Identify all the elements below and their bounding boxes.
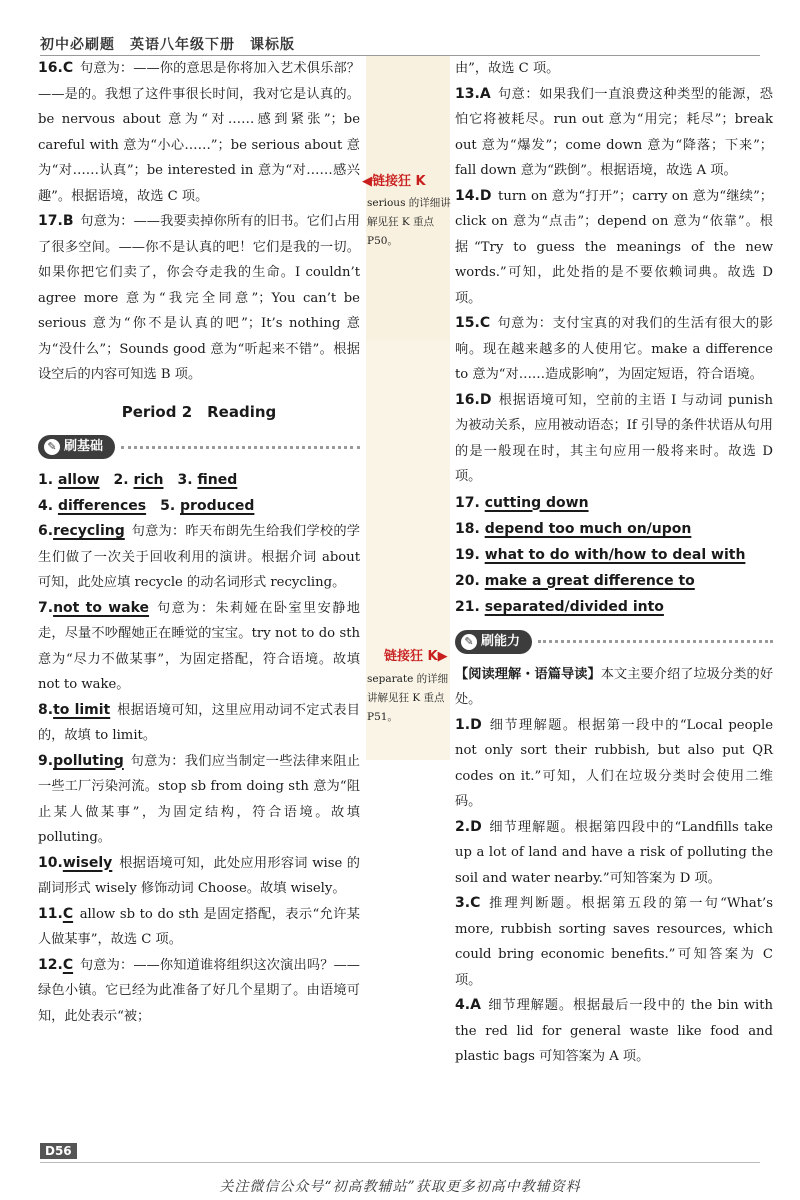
- question-number: 1.: [38, 472, 54, 488]
- reading-intro-title: 【阅读理解・语篇导读】: [455, 666, 601, 682]
- answer-entry: [38, 749, 360, 851]
- answer-key: allow: [57, 472, 100, 488]
- answer-entry: [455, 815, 773, 892]
- question-number: 12.: [38, 956, 63, 973]
- question-number: 19.: [455, 546, 480, 563]
- footer-text: 关注微信公众号“初高教辅站”获取更多初高中教辅资料: [219, 1179, 581, 1195]
- answer-key: what to do with/how to deal with: [484, 546, 746, 563]
- basic-answers-line-2: [38, 493, 360, 519]
- answer-entry: [38, 209, 360, 388]
- answer-key: depend too much on/upon: [484, 520, 692, 537]
- reading-intro: [455, 662, 773, 713]
- question-number: 11.: [38, 905, 63, 922]
- answer-key: C: [62, 956, 74, 973]
- question-number: 2.: [455, 818, 471, 835]
- explanation-text: 根据语境可知，此处应用形容词 wise 的副词形式 wisely 修饰动词 Choose。故填 wisely。: [38, 855, 360, 896]
- question-number: 2.: [113, 472, 129, 488]
- question-number: 20.: [455, 572, 480, 589]
- explanation-text: 推理判断题。根据第五段的第一句“What’s more, rubbish sorting saves resources, which could bring economic benefits.”可知答案为 C 项。: [455, 896, 773, 988]
- dotted-divider: [538, 640, 773, 643]
- question-number: 13.: [455, 85, 480, 102]
- question-number: 1.: [455, 716, 471, 733]
- question-number: 4.: [38, 498, 54, 514]
- explanation-text: allow sb to do sth 是固定搭配，表示“允许某人做某事”，故选 C 项。: [38, 906, 360, 947]
- question-number: 7.: [38, 599, 54, 616]
- pencil-icon: ✎: [44, 439, 60, 455]
- question-number: 18.: [455, 520, 480, 537]
- explanation-text: 句意为：朱莉娅在卧室里安静地走，尽量不吵醒她正在睡觉的宝宝。try not to do sth 意为“尽力不做某事”，为固定搭配，符合语境。故填 not to wake。: [38, 600, 360, 692]
- reading-intro-text: 本文主要介绍了垃圾分类的好处。: [455, 666, 774, 707]
- answer-key: C: [470, 895, 481, 911]
- question-number: 14.: [455, 187, 480, 204]
- basic-answers-line-1: [38, 467, 360, 493]
- answer-key: A: [479, 85, 491, 102]
- question-number: 17.: [38, 213, 63, 229]
- answer-key: D: [479, 391, 492, 408]
- left-column: [38, 56, 360, 1029]
- answer-key: D: [479, 187, 492, 204]
- side-note-text-2: separate 的详细讲解见狂 K 重点 P51。: [367, 673, 449, 723]
- answer-entry: [455, 594, 773, 620]
- question-number: 21.: [455, 598, 480, 615]
- side-note-text-1: serious 的详细讲解见狂 K 重点 P50。: [367, 197, 451, 247]
- answer-key: differences: [57, 498, 147, 514]
- answer-entry: [455, 311, 773, 388]
- ability-badge: [455, 630, 532, 654]
- answer-key: polluting: [53, 752, 124, 769]
- question-number: 17.: [455, 494, 480, 511]
- explanation-text: 根据语境可知，这里应用动词不定式表目的，故填 to limit。: [38, 702, 360, 743]
- answer-entry: [455, 516, 773, 542]
- question-number: 15.: [455, 315, 480, 331]
- explanation-text: turn on 意为“打开”；carry on 意为“继续”；click on 意为“点击”；depend on 意为“依靠”。根据“Try to guess the meanings of the new words.”可知，此处指的是不要依赖词典。故选 D 项。: [455, 188, 773, 306]
- explanation-text: 句意为：我们应当制定一些法律来阻止一些工厂污染河流。stop sb from doing sth 意为“阻止某人做某事”，为固定结构，符合语境。故填 polluting。: [38, 753, 360, 845]
- answer-key: rich: [133, 472, 164, 488]
- answer-key: make a great difference to: [484, 572, 695, 589]
- question-number: 16.: [455, 391, 480, 408]
- answer-key: to limit: [53, 701, 111, 718]
- answer-entry: [455, 542, 773, 568]
- answer-entry: [455, 568, 773, 594]
- question-number: 3.: [455, 895, 471, 911]
- basic-badge: [38, 435, 115, 459]
- explanation-text: 句意为：昨天布朗先生给我们学校的学生们做了一次关于回收利用的演讲。根据介词 about 可知，此处应填 recycle 的动名词形式 recycling。: [38, 524, 360, 590]
- answer-key: fined: [197, 472, 238, 488]
- question-number: 8.: [38, 701, 54, 718]
- side-note-link-2-label: 链接狂 K: [384, 649, 438, 664]
- answer-entry: [38, 56, 360, 209]
- answer-key: A: [470, 997, 481, 1013]
- answer-key: B: [62, 213, 74, 229]
- continuation-text: 由”，故选 C 项。: [455, 61, 560, 76]
- answer-key: C: [62, 60, 74, 76]
- basic-badge-label: 刷基础: [64, 439, 104, 455]
- right-column: [455, 56, 773, 1070]
- answer-entry: [38, 698, 360, 749]
- answer-key: D: [470, 716, 482, 733]
- explanation-text: 句意为：——你的意思是你将加入艺术俱乐部？——是的。我想了这件事很长时间，我对它是认真的。be nervous about 意为“对……感到紧张”；be careful with 意为“小心……”；be serious about 意为“对……认真”；be interested in 意为“对……感兴趣”。根据语境，故选 C 项。: [38, 61, 360, 204]
- footer-rule: [40, 1162, 760, 1163]
- answer-key: separated/divided into: [484, 598, 664, 615]
- answer-key: not to wake: [53, 599, 150, 616]
- explanation-text: 句意为：支付宝真的对我们的生活有很大的影响。现在越来越多的人使用它。make a difference to 意为“对……造成影响”，为固定短语，符合语境。: [455, 316, 773, 382]
- question-number: 9.: [38, 752, 54, 769]
- side-note-link-1[interactable]: [362, 170, 426, 189]
- answer-entry: [455, 490, 773, 516]
- arrow-right-icon: ▶: [437, 649, 448, 664]
- side-note-link-2[interactable]: [384, 645, 448, 664]
- answer-key: C: [479, 315, 491, 331]
- ability-badge-row: [455, 630, 773, 654]
- explanation-text: 细节理解题。根据第四段中的“Landfills take up a lot of land and have a risk of polluting the soil and water nearby.”可知答案为 D 项。: [455, 819, 773, 886]
- answer-key: C: [62, 905, 74, 922]
- answer-key: recycling: [53, 523, 125, 539]
- answer-key: cutting down: [484, 494, 589, 511]
- page-number: D56: [40, 1143, 77, 1159]
- answer-entry: [38, 519, 360, 596]
- question-number: 5.: [160, 498, 176, 514]
- explanation-text: 句意：如果我们一直浪费这种类型的能源，恐怕它将被耗尽。run out 意为“用完；耗尽”；break out 意为“爆发”；come down 意为“降落；下来”；fall down 意为“跌倒”。根据语境，故选 A 项。: [455, 86, 773, 178]
- answer-key: wisely: [62, 854, 113, 871]
- question-number: 10.: [38, 854, 63, 871]
- answer-entry: [455, 388, 773, 490]
- explanation-text: 细节理解题。根据第一段中的“Local people not only sort their rubbish, but also put QR codes on it.”可知，人们在垃圾分类时会使用二维码。: [455, 717, 773, 809]
- answer-entry: [455, 993, 773, 1070]
- answer-entry: [38, 953, 360, 1030]
- question-number: 4.: [455, 997, 471, 1013]
- ability-badge-label: 刷能力: [481, 633, 521, 649]
- section-title: Period 2 Reading: [121, 402, 277, 421]
- pencil-icon: ✎: [461, 634, 477, 650]
- answer-entry: [455, 82, 773, 184]
- answer-entry: [455, 184, 773, 312]
- question-number: 6.: [38, 523, 54, 539]
- arrow-left-icon: ◀: [362, 174, 372, 189]
- explanation-text: 根据语境可知，空前的主语 I 与动词 punish 为被动关系，应用被动语态；If 引导的条件状语从句用的是一般现在时，其主句应用一般将来时。故选 D 项。: [455, 392, 773, 484]
- question-number: 3.: [177, 472, 193, 488]
- basic-badge-row: [38, 435, 360, 459]
- answer-entry: [455, 891, 773, 993]
- explanation-text: 句意为：——我要卖掉你所有的旧书。它们占用了很多空间。——你不是认真的吧！它们是我的一切。如果你把它们卖了，你会夺走我的生命。I couldn’t agree more 意为“我完全同意”；You can’t be serious 意为“你不是认真的吧”；It’s nothing 意为“没什么”；Sounds good 意为“听起来不错”。根据设空后的内容可知选 B 项。: [38, 214, 360, 382]
- answer-entry: [38, 902, 360, 953]
- answer-key: produced: [180, 498, 255, 514]
- explanation-text: 句意为：——你知道谁将组织这次演出吗？——绿色小镇。它已经为此准备了好几个星期了。由语境可知，此处表示“被；: [38, 957, 360, 1024]
- answer-entry: [455, 713, 773, 815]
- answer-entry: [38, 596, 360, 698]
- page-header: 初中必刷题 英语八年级下册 课标版: [40, 37, 295, 53]
- explanation-text: 细节理解题。根据最后一段中的 the bin with the red lid for general waste like food and plastic bags 可知答案为 A 项。: [455, 998, 773, 1064]
- dotted-divider: [121, 446, 360, 449]
- question-number: 16.: [38, 60, 63, 76]
- answer-entry: [38, 851, 360, 902]
- answer-key: D: [470, 818, 482, 835]
- side-note-link-1-label: 链接狂 K: [372, 174, 426, 189]
